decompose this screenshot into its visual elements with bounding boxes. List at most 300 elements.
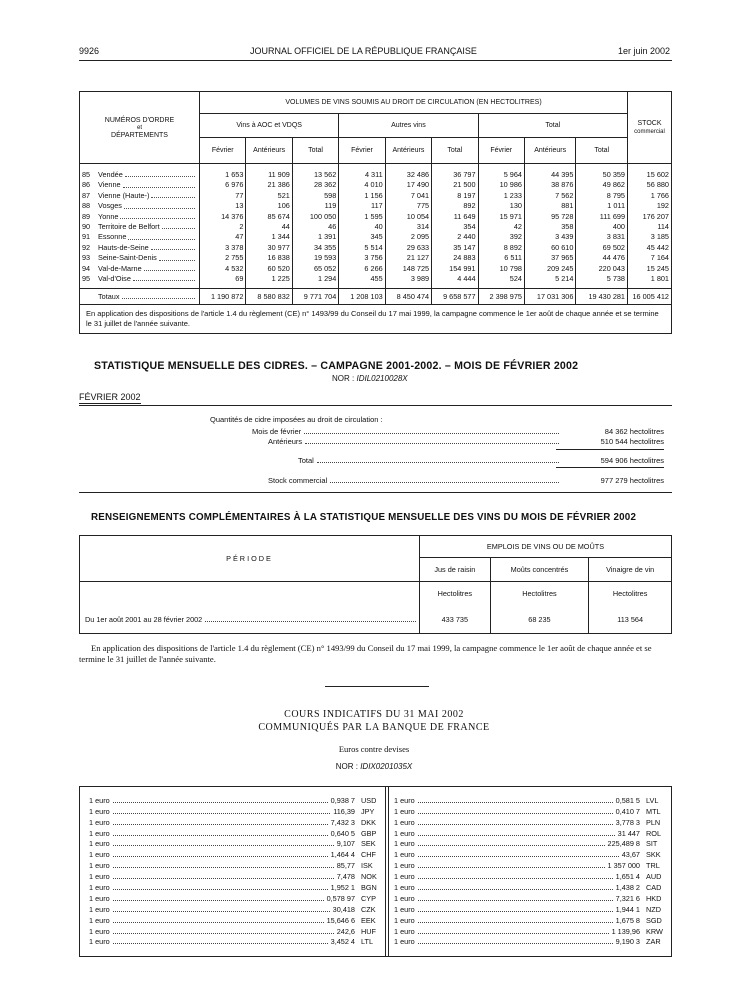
volume-cell: 11 909 (246, 164, 292, 181)
rate-value: 7,432 3 (330, 817, 355, 827)
dot-leader (113, 943, 328, 944)
volume-cell: 1 011 (576, 201, 628, 211)
dot-leader (317, 462, 559, 463)
volume-cell: 1 156 (339, 191, 385, 201)
emplois-value: 433 735 (441, 614, 469, 624)
volume-cell: 154 991 (432, 264, 478, 274)
currency-code: MTL (646, 806, 661, 816)
rate-label: 1 euro (394, 861, 415, 871)
departement (82, 232, 197, 242)
volume-cell: 38 876 (524, 180, 575, 190)
cidre-sum-rule-2 (556, 467, 664, 468)
volume-cell: 65 052 (292, 264, 338, 274)
currency-code: AUD (646, 872, 662, 882)
rate-value: 30,418 (332, 904, 355, 914)
rate-label: 1 euro (89, 915, 110, 925)
volume-cell: 400 (576, 222, 628, 232)
sub-fevrier: Février (200, 138, 246, 164)
dot-leader (113, 900, 324, 901)
cours-title-1: COURS INDICATIFS DU 31 MAI 2002 (284, 709, 464, 720)
volume-cell: 7 041 (385, 191, 431, 201)
volume-cell: 4 311 (339, 164, 385, 181)
sub-anterieurs: Antérieurs (385, 138, 431, 164)
volume-cell: 4 532 (200, 264, 246, 274)
rate-label: 1 euro (394, 850, 415, 860)
unit-cell: Hectolitres (589, 582, 672, 606)
volume-cell: 77 (200, 191, 246, 201)
rate-row (89, 827, 379, 838)
table-row (80, 274, 672, 289)
cidre-title: STATISTIQUE MENSUELLE DES CIDRES. – CAMPAGNE 2001-2002. – MOIS DE FÉVRIER 2002 (94, 360, 579, 372)
cidre-sum-rule (556, 449, 664, 450)
period-cell (80, 606, 420, 634)
dot-leader (418, 911, 613, 912)
volume-cell: 69 (200, 274, 246, 289)
dot-leader (123, 180, 195, 187)
volume-cell: 455 (339, 274, 385, 289)
rate-label: 1 euro (394, 872, 415, 882)
volume-cell: 19 593 (292, 253, 338, 263)
volume-cell: 5 214 (524, 274, 575, 289)
departement (82, 222, 197, 232)
table-row (80, 164, 672, 181)
dot-leader (124, 201, 195, 208)
volume-cell: 40 (339, 222, 385, 232)
currency-code: CYP (361, 893, 377, 903)
volume-cell: 1 801 (628, 274, 672, 289)
volume-cell: 10 798 (478, 264, 524, 274)
cidre-label: Stock commercial (268, 476, 328, 485)
wine-volumes-table (79, 91, 672, 334)
volume-cell: 1 595 (339, 212, 385, 222)
rate-row (394, 794, 664, 805)
dep-code: 92 (82, 242, 91, 252)
dot-leader (113, 867, 334, 868)
dot-leader (113, 889, 328, 890)
head-departements (80, 92, 200, 164)
table-row (80, 180, 672, 190)
volume-cell: 29 633 (385, 243, 431, 253)
volume-cell: 3 989 (385, 274, 431, 289)
rates-right-column (394, 794, 664, 946)
head-dep-label: DÉPARTEMENTS (111, 131, 168, 139)
dot-leader (305, 443, 559, 444)
volume-cell: 7 562 (524, 191, 575, 201)
rates-left-column (89, 794, 379, 946)
volume-cell: 2 095 (385, 232, 431, 242)
rate-value: 85,77 (336, 861, 355, 871)
rate-label: 1 euro (89, 861, 110, 871)
cidre-label: Antérieurs (268, 437, 303, 446)
cidre-value: 510 544 hectolitres (600, 437, 664, 446)
rate-row (89, 903, 379, 914)
rate-value: 3,452 4 (330, 937, 355, 947)
volume-cell: 1 225 (246, 274, 292, 289)
dep-name: Seine-Saint-Denis (98, 253, 157, 263)
volume-cell: 524 (478, 274, 524, 289)
volume-cell: 358 (524, 222, 575, 232)
page-number: 9926 (79, 46, 100, 56)
dot-leader (330, 482, 559, 483)
volume-cell: 1 233 (478, 191, 524, 201)
volume-cell: 3 185 (628, 232, 672, 242)
dot-leader (418, 856, 619, 857)
dep-code: 85 (82, 170, 91, 179)
volume-cell: 44 395 (524, 164, 575, 181)
volume-cell: 42 (478, 222, 524, 232)
cidre-label: Total (298, 456, 314, 465)
currency-code: HUF (361, 926, 376, 936)
rate-label: 1 euro (89, 893, 110, 903)
volume-cell: 60 520 (246, 264, 292, 274)
dep-code: 88 (82, 201, 91, 211)
volume-cell: 130 (478, 201, 524, 211)
rate-value: 1,952 1 (330, 883, 355, 893)
departement (82, 212, 197, 222)
rate-value: 9,107 (336, 839, 355, 849)
rate-value: 31 447 (617, 828, 640, 838)
volume-cell: 148 725 (385, 264, 431, 274)
volume-cell: 1 766 (628, 191, 672, 201)
dep-code: 95 (82, 274, 91, 284)
cidre-nor (332, 374, 408, 383)
dot-leader (418, 900, 613, 901)
wine-rows (80, 164, 672, 289)
rate-value: 1,651 4 (615, 872, 640, 882)
currency-code: HKD (646, 893, 662, 903)
exchange-rates-box (79, 786, 672, 957)
renseignements-title: RENSEIGNEMENTS COMPLÉMENTAIRES À LA STATISTIQUE MENSUELLE DES VINS DU MOIS DE FÉVRIER 2002 (91, 512, 637, 523)
cidre-line-anterieurs (268, 437, 664, 446)
volume-cell: 1 294 (292, 274, 338, 289)
dot-leader (128, 232, 195, 239)
dep-code: 91 (82, 232, 91, 242)
total-value: 1 190 872 (200, 289, 246, 305)
departement (82, 264, 197, 274)
volume-cell: 1 344 (246, 232, 292, 242)
rate-label: 1 euro (89, 828, 110, 838)
rate-label: 1 euro (394, 926, 415, 936)
rate-label: 1 euro (89, 850, 110, 860)
volume-cell: 35 147 (432, 243, 478, 253)
rate-row (89, 816, 379, 827)
rate-row (89, 936, 379, 947)
total-value: 1 208 103 (339, 289, 385, 305)
cidre-intro: Quantités de cidre imposées au droit de circulation : (210, 415, 383, 424)
volume-cell: 114 (628, 222, 672, 232)
volume-cell: 10 986 (478, 180, 524, 190)
rate-value: 116,39 (333, 806, 355, 816)
nor-code: IDIX0201035X (360, 762, 413, 771)
rate-value: 0,578 97 (326, 893, 355, 903)
dep-code: 87 (82, 190, 91, 200)
dep-name: Hauts-de-Seine (98, 242, 149, 252)
rate-row (394, 816, 664, 827)
volume-cell: 5 738 (576, 274, 628, 289)
currency-code: CHF (361, 850, 376, 860)
dot-leader (113, 911, 330, 912)
head-stock (628, 92, 672, 164)
volume-cell: 24 883 (432, 253, 478, 263)
volume-cell: 354 (432, 222, 478, 232)
rate-value: 1,438 2 (615, 883, 640, 893)
volume-cell: 3 378 (200, 243, 246, 253)
total-value: 2 398 975 (478, 289, 524, 305)
rate-row (89, 892, 379, 903)
volume-cell: 15 602 (628, 164, 672, 181)
rate-label: 1 euro (394, 937, 415, 947)
head-order-label: NUMÉROS D'ORDRE (104, 116, 175, 124)
emplois-head: EMPLOIS DE VINS OU DE MOÛTS (420, 536, 672, 558)
rate-label: 1 euro (394, 817, 415, 827)
totals-label: Totaux (98, 291, 120, 301)
rate-row (394, 936, 664, 947)
rate-value: 1,675 8 (615, 915, 640, 925)
currency-code: EEK (361, 915, 376, 925)
volume-cell: 50 359 (576, 164, 628, 181)
volume-cell: 3 756 (339, 253, 385, 263)
group-autres: Autres vins (339, 114, 478, 138)
departement (82, 201, 197, 211)
rate-row (394, 925, 664, 936)
dot-leader (151, 191, 195, 198)
table-row (80, 191, 672, 201)
table-row (80, 222, 672, 232)
volume-cell: 15 971 (478, 212, 524, 222)
group-total: Total (478, 114, 627, 138)
currency-code: LTL (361, 937, 374, 947)
volume-cell: 4 010 (339, 180, 385, 190)
sub-fevrier: Février (339, 138, 385, 164)
rate-value: 0,581 5 (615, 795, 640, 805)
dot-leader (144, 264, 195, 271)
departement (82, 274, 197, 284)
nor-label: NOR : (332, 374, 355, 383)
volume-cell: 1 391 (292, 232, 338, 242)
col-vinaigre: Vinaigre de vin (589, 558, 672, 582)
sub-total: Total (432, 138, 478, 164)
journal-title: JOURNAL OFFICIEL DE LA RÉPUBLIQUE FRANÇAISE (250, 46, 477, 56)
currency-code: DKK (361, 817, 377, 827)
rate-value: 1,464 4 (330, 850, 355, 860)
volume-cell: 176 207 (628, 212, 672, 222)
rate-label: 1 euro (89, 937, 110, 947)
volume-cell: 4 444 (432, 274, 478, 289)
head-et-label: et (136, 124, 142, 131)
volume-cell: 45 442 (628, 243, 672, 253)
rate-row (89, 881, 379, 892)
rate-label: 1 euro (89, 904, 110, 914)
currency-code: PLN (646, 817, 661, 827)
dep-name: Yonne (98, 211, 119, 221)
col-jus: Jus de raisin (420, 558, 491, 582)
dot-leader (113, 835, 328, 836)
rate-value: 43,67 (621, 850, 640, 860)
dep-name: Territoire de Belfort (98, 222, 160, 232)
volume-cell: 21 386 (246, 180, 292, 190)
blank-cell (80, 582, 420, 606)
rate-label: 1 euro (394, 839, 415, 849)
volume-cell: 892 (432, 201, 478, 211)
emplois-value: 68 235 (490, 606, 589, 634)
periode-head: PÉRIODE (80, 536, 420, 582)
currency-code: ZAR (646, 937, 661, 947)
rates-separator (385, 787, 386, 956)
total-value: 17 031 306 (524, 289, 575, 305)
volume-cell: 209 245 (524, 264, 575, 274)
volume-cell: 2 (200, 222, 246, 232)
volume-cell: 881 (524, 201, 575, 211)
volume-cell: 1 653 (200, 164, 246, 181)
volume-cell: 36 797 (432, 164, 478, 181)
volume-cell: 192 (628, 201, 672, 211)
stock-label: STOCK (637, 119, 662, 127)
volume-cell: 106 (246, 201, 292, 211)
departement-cell (80, 222, 200, 232)
dot-leader (418, 943, 613, 944)
departement-cell (80, 180, 200, 190)
dot-leader (418, 922, 613, 923)
currency-code: ROL (646, 828, 662, 838)
table-row (80, 212, 672, 222)
rate-row (394, 827, 664, 838)
volume-cell: 17 490 (385, 180, 431, 190)
dep-name: Vienne (98, 180, 121, 190)
volume-cell: 598 (292, 191, 338, 201)
dot-leader (113, 824, 328, 825)
rate-label: 1 euro (394, 893, 415, 903)
rate-row (394, 903, 664, 914)
cidre-value: 594 906 hectolitres (600, 456, 664, 465)
volume-cell: 220 043 (576, 264, 628, 274)
departement (82, 191, 197, 201)
group-aoc: Vins à AOC et VDQS (200, 114, 339, 138)
dot-leader (113, 856, 328, 857)
volume-cell: 6 511 (478, 253, 524, 263)
currency-code: GBP (361, 828, 377, 838)
volume-cell: 111 699 (576, 212, 628, 222)
currency-code: SEK (361, 839, 376, 849)
dot-leader (162, 222, 195, 229)
rate-row (89, 914, 379, 925)
departement-cell (80, 243, 200, 253)
table-row (80, 253, 672, 263)
volume-cell: 32 486 (385, 164, 431, 181)
unit-cell: Hectolitres (490, 582, 589, 606)
volume-cell: 117 (339, 201, 385, 211)
issue-date: 1er juin 2002 (618, 46, 671, 56)
rate-row (394, 892, 664, 903)
volume-cell: 13 (200, 201, 246, 211)
dep-name: Val-de-Marne (98, 263, 142, 273)
header-rule (79, 60, 672, 61)
dot-leader (151, 243, 195, 250)
volume-cell: 28 362 (292, 180, 338, 190)
volume-cell: 44 (246, 222, 292, 232)
rate-label: 1 euro (89, 806, 110, 816)
stock-sub-label: commercial (634, 128, 665, 135)
volume-cell: 21 127 (385, 253, 431, 263)
table-row (80, 232, 672, 242)
volume-cell: 775 (385, 201, 431, 211)
volume-cell: 392 (478, 232, 524, 242)
head-volumes: VOLUMES DE VINS SOUMIS AU DROIT DE CIRCULATION (EN HECTOLITRES) (200, 92, 628, 114)
cidre-line-total (298, 456, 664, 465)
volume-cell: 44 476 (576, 253, 628, 263)
nor-label: NOR : (335, 762, 358, 771)
dep-code: 89 (82, 211, 91, 221)
dep-code: 90 (82, 222, 91, 232)
cours-subtitle: Euros contre devises (338, 744, 410, 754)
volume-cell: 8 892 (478, 243, 524, 253)
volume-cell: 10 054 (385, 212, 431, 222)
departement (82, 180, 197, 190)
dep-name: Val-d'Oise (98, 274, 131, 284)
dep-code: 94 (82, 263, 91, 273)
currency-code: SIT (646, 839, 658, 849)
dot-leader (159, 253, 195, 260)
dot-leader (418, 845, 605, 846)
rate-value: 1 357 000 (607, 861, 640, 871)
totals-cell (80, 289, 200, 305)
rate-row (89, 870, 379, 881)
wine-note: En application des dispositions de l'article 1.4 du règlement (CE) n° 1493/99 du Conseil du 17 mai 1999, la campagne commence le 1er août de chaque année et se termine le 31 juillet de l'année suivante. (80, 305, 672, 334)
rate-label: 1 euro (394, 806, 415, 816)
total-value: 9 658 577 (432, 289, 478, 305)
currency-code: LVL (646, 795, 659, 805)
dot-leader (418, 878, 613, 879)
rate-value: 7,478 (336, 872, 355, 882)
volume-cell: 314 (385, 222, 431, 232)
volume-cell: 5 514 (339, 243, 385, 253)
renseignements-note: En application des dispositions de l'article 1.4 du règlement (CE) n° 1493/99 du Conseil du 17 mai 1999, la campagne commence le 1er août de chaque année et se termine le 31 juillet de l'année suivante. (79, 643, 652, 664)
currency-code: CZK (361, 904, 376, 914)
dep-name: Vienne (Haute-) (98, 190, 150, 200)
volume-cell: 85 674 (246, 212, 292, 222)
rate-row (89, 859, 379, 870)
rate-value: 0,938 7 (330, 795, 355, 805)
dot-leader (133, 274, 195, 281)
volume-cell: 47 (200, 232, 246, 242)
volume-cell: 49 862 (576, 180, 628, 190)
rate-row (394, 881, 664, 892)
nor-code: IDIL0210028X (356, 374, 408, 383)
total-value: 16 005 412 (628, 289, 672, 305)
currency-code: CAD (646, 883, 662, 893)
rate-label: 1 euro (89, 817, 110, 827)
rate-row (89, 794, 379, 805)
rate-row (89, 925, 379, 936)
departement-cell (80, 232, 200, 242)
volume-cell: 521 (246, 191, 292, 201)
sub-total: Total (292, 138, 338, 164)
rate-label: 1 euro (89, 926, 110, 936)
currency-code: SKK (646, 850, 661, 860)
rate-row (394, 870, 664, 881)
volume-cell: 8 197 (432, 191, 478, 201)
rate-value: 15,646 6 (326, 915, 355, 925)
rate-value: 225,489 8 (607, 839, 640, 849)
volume-cell: 16 838 (246, 253, 292, 263)
dep-name: Essonne (98, 232, 127, 242)
volume-cell: 13 562 (292, 164, 338, 181)
emplois-table (79, 535, 672, 634)
volume-cell: 100 050 (292, 212, 338, 222)
rate-row (89, 838, 379, 849)
rate-row (89, 848, 379, 859)
volume-cell: 14 376 (200, 212, 246, 222)
cours-title-2: COMMUNIQUÉS PAR LA BANQUE DE FRANCE (258, 722, 490, 733)
